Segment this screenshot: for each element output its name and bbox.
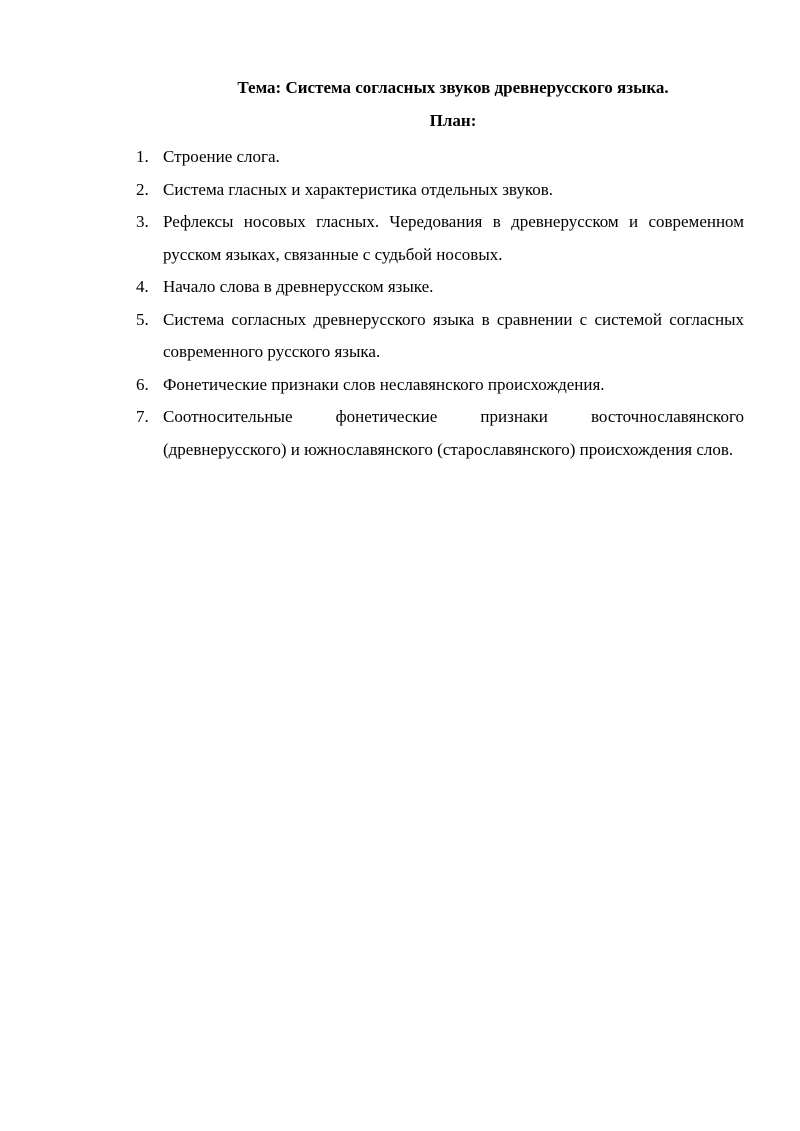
plan-item-7 <box>136 401 744 466</box>
plan-item-number: 2. <box>136 179 149 199</box>
plan-item-5 <box>136 304 744 369</box>
plan-item-3 <box>136 206 744 271</box>
plan-item-4 <box>136 271 744 304</box>
plan-item-2 <box>136 174 744 207</box>
plan-item-number: 7. <box>136 407 149 426</box>
plan-item-number: 1. <box>136 147 149 166</box>
plan-item-text: Начало слова в древнерусском языке. <box>163 277 434 296</box>
plan-list <box>136 141 744 466</box>
plan-item-1 <box>136 141 744 174</box>
plan-item-text: Строение слога. <box>163 147 280 166</box>
plan-item-number: 5. <box>136 309 149 329</box>
plan-item-text: Фонетические признаки слов неславянского происхождения. <box>163 374 605 394</box>
plan-item-number: 3. <box>136 212 149 231</box>
plan-item-text: Соотносительные фонетические признаки восточнославянского (древнерусского) и южнославянского (старославянского) происхождения слов. <box>163 407 744 459</box>
plan-item-number: 4. <box>136 277 149 296</box>
plan-item-text: Система гласных и характеристика отдельных звуков. <box>163 179 554 199</box>
plan-item-text: Рефлексы носовых гласных. Чередования в древнерусском и современном русском языках, связанные с судьбой носовых. <box>163 212 744 264</box>
plan-heading: План: <box>429 111 477 130</box>
plan-item-number: 6. <box>136 374 149 394</box>
plan-item-6 <box>136 369 744 402</box>
plan-item-text: Система согласных древнерусского языка в сравнении с системой согласных современного русского языка. <box>163 309 744 361</box>
document-title: Тема: Система согласных звуков древнерусского языка. <box>237 78 669 97</box>
